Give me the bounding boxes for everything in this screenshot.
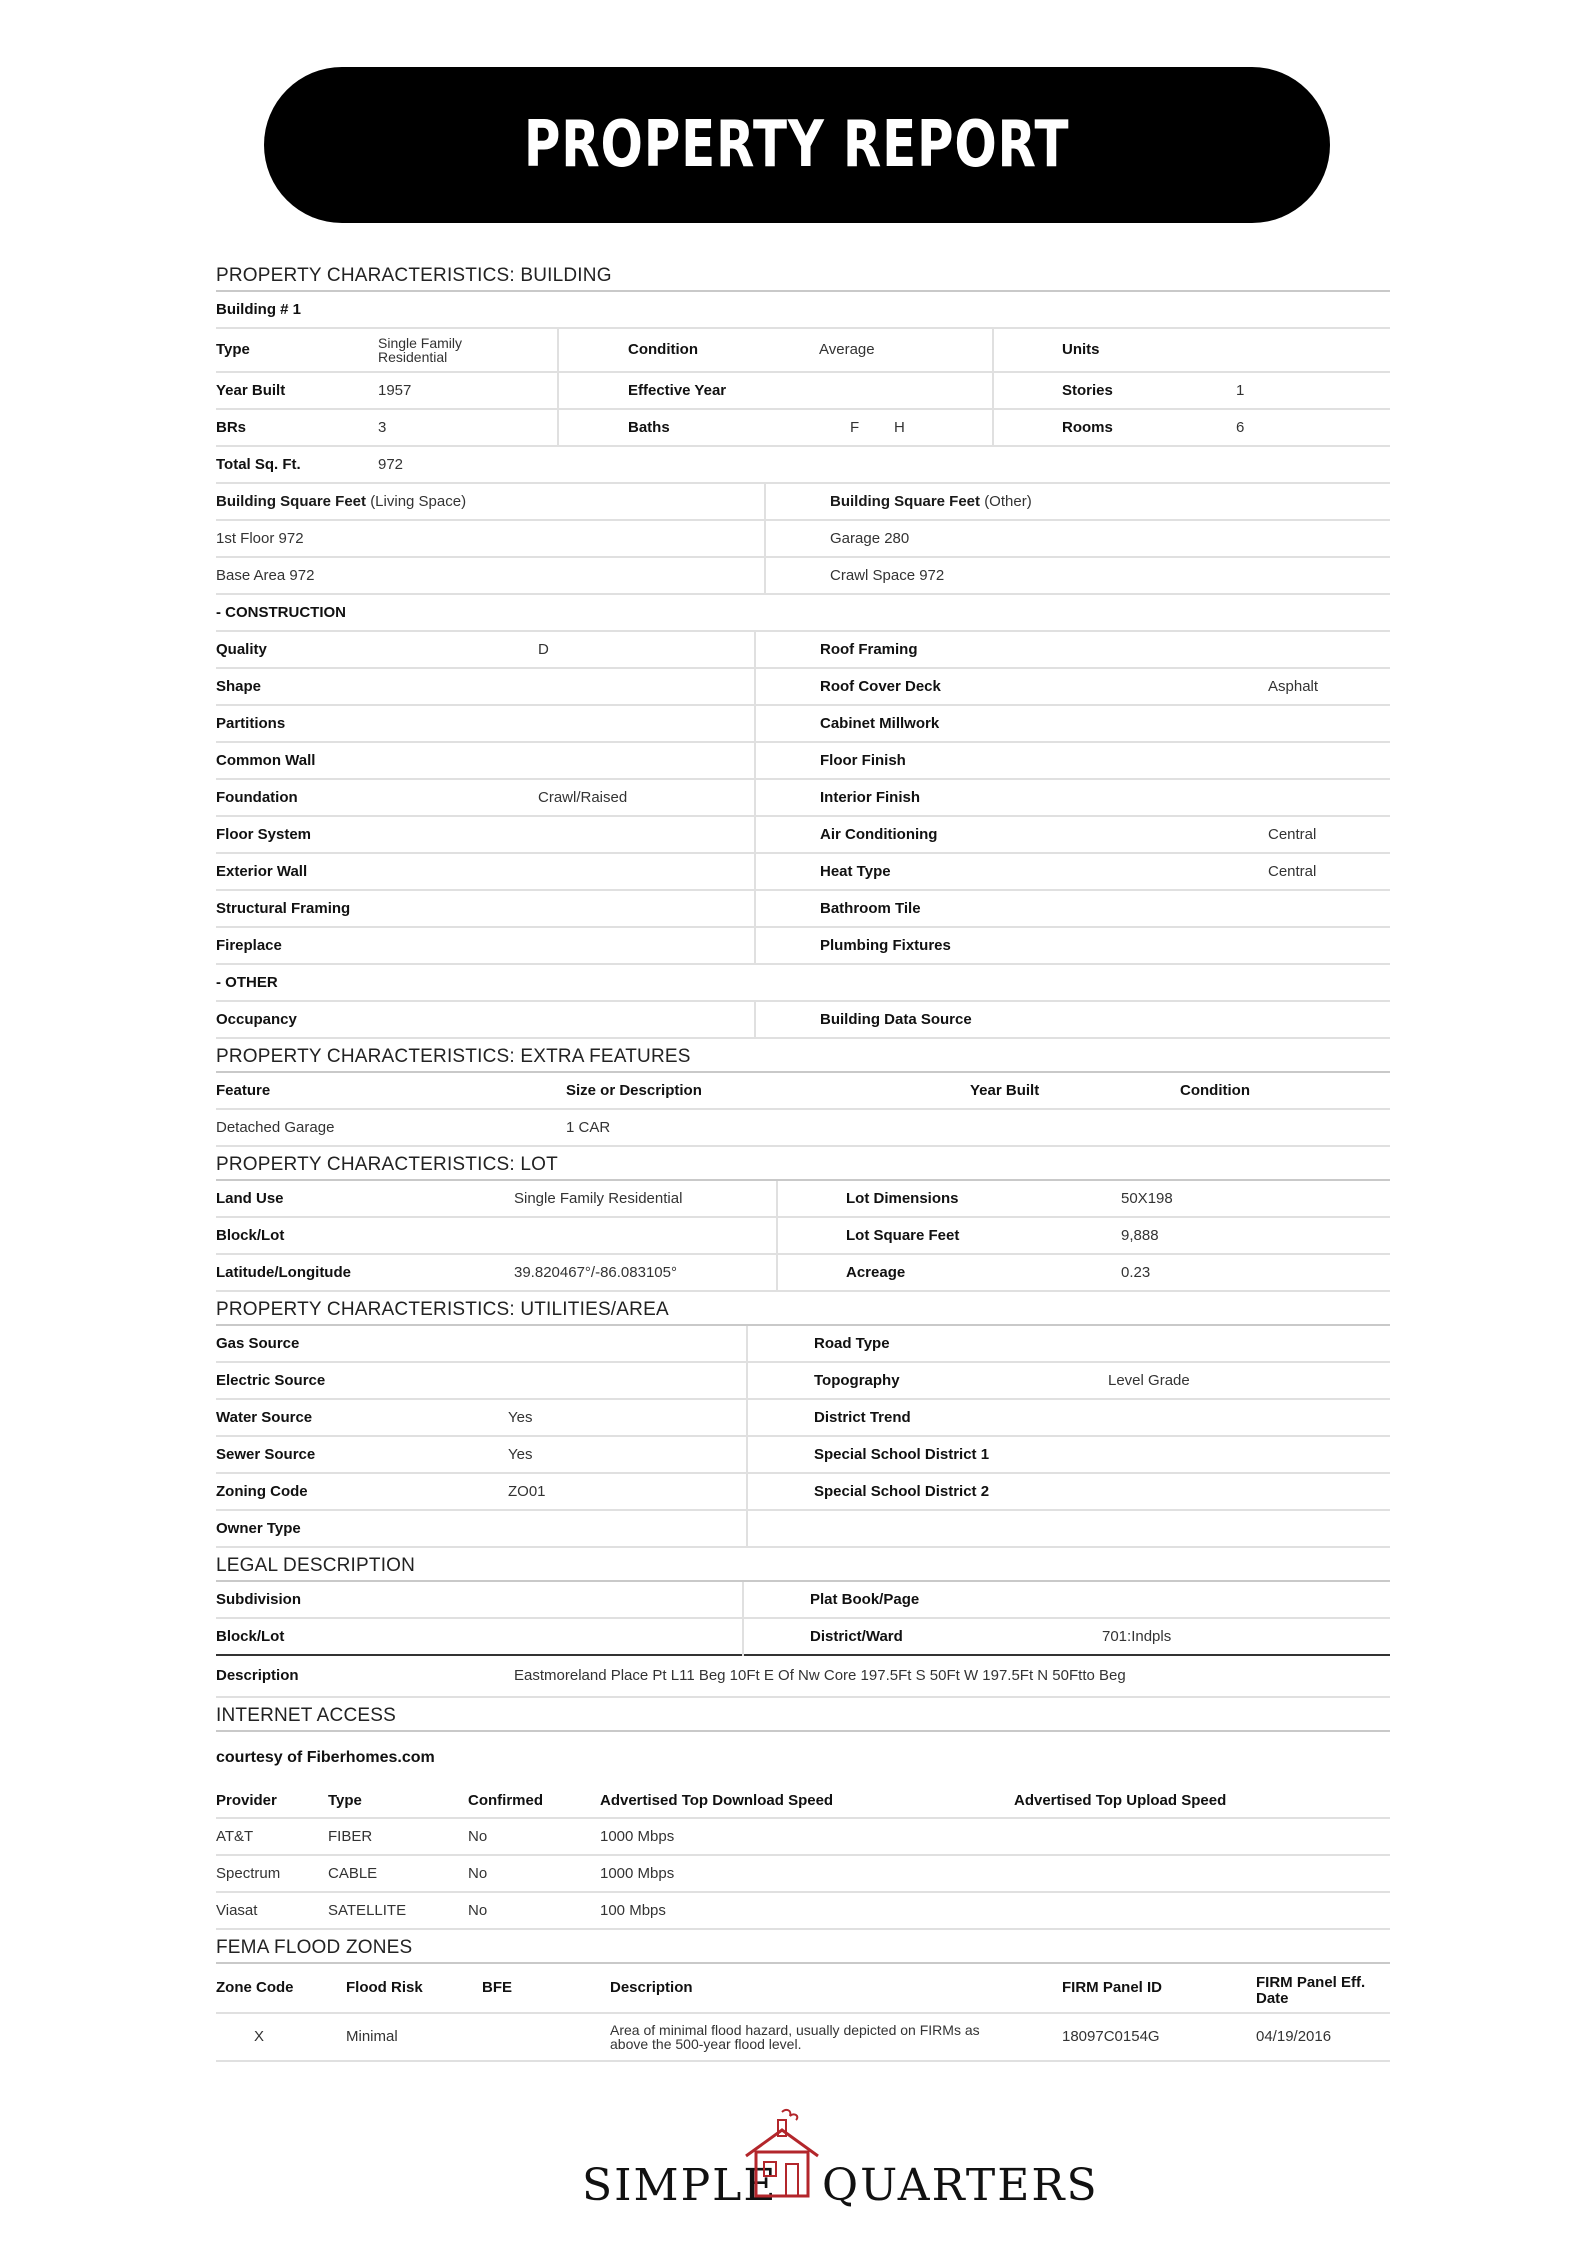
- utilities-row: [216, 1474, 1390, 1511]
- construction-left-label: Shape: [216, 677, 262, 695]
- construction-row: [216, 817, 1390, 854]
- divider: [754, 632, 756, 669]
- lot-dimensions-value: 50X198: [1121, 1189, 1173, 1207]
- living-space-label: Building Square Feet: [216, 492, 367, 510]
- plat-book-label: Plat Book/Page: [810, 1590, 920, 1608]
- construction-left-label: Foundation: [216, 788, 298, 806]
- construction-right-value: Central: [1268, 862, 1317, 880]
- divider: [557, 373, 559, 410]
- logo-text-left: SIMPLE: [582, 2160, 778, 2211]
- firm-panel-id-value: 18097C0154G: [1062, 2028, 1160, 2045]
- divider: [754, 706, 756, 743]
- utilities-right-value: Level Grade: [1108, 1371, 1190, 1389]
- utilities-left-label: Electric Source: [216, 1371, 326, 1389]
- lot-block-label: Block/Lot: [216, 1226, 285, 1244]
- col-firm-eff-line-1: FIRM Panel Eff.: [1256, 1973, 1366, 1991]
- description-value: Eastmoreland Place Pt L11 Beg 10Ft E Of Nw Core 197.5Ft S 50Ft W 197.5Ft N 50Ftto Beg: [514, 1667, 1126, 1684]
- internet-row: [216, 1856, 1390, 1893]
- acreage-value: 0.23: [1121, 1263, 1151, 1281]
- sqft-row-2: [216, 558, 1390, 595]
- utilities-left-label: Water Source: [216, 1408, 313, 1426]
- living-space-suffix: (Living Space): [370, 492, 467, 510]
- construction-heading-row: [216, 595, 1390, 632]
- building-data-source-label: Building Data Source: [820, 1010, 972, 1028]
- divider: [754, 854, 756, 891]
- utilities-row: [216, 1400, 1390, 1437]
- baths-half-value: H: [894, 418, 905, 436]
- subdivision-row: [216, 1582, 1390, 1619]
- construction-row: [216, 743, 1390, 780]
- other-space-label: Building Square Feet: [830, 492, 981, 510]
- construction-right-label: Air Conditioning: [820, 825, 938, 843]
- total-sqft-label: Total Sq. Ft.: [216, 455, 301, 473]
- divider: [746, 1437, 748, 1474]
- construction-left-label: Common Wall: [216, 751, 316, 769]
- utilities-right-label: Special School District 1: [814, 1445, 990, 1463]
- total-sqft-row: [216, 447, 1390, 484]
- district-value: 701:Indpls: [1102, 1627, 1172, 1645]
- utilities-left-label: Gas Source: [216, 1334, 300, 1352]
- provider-value: AT&T: [216, 1827, 254, 1845]
- base-area-value: Base Area 972: [216, 566, 315, 584]
- other-space-header: [830, 494, 1032, 510]
- utilities-row: [216, 1363, 1390, 1400]
- year-built-value: 1957: [378, 381, 412, 399]
- type-value: FIBER: [328, 1827, 373, 1845]
- section-extra-features-heading: PROPERTY CHARACTERISTICS: EXTRA FEATURES: [216, 1039, 1390, 1073]
- construction-heading: - CONSTRUCTION: [216, 603, 346, 621]
- flood-desc-line-1: Area of minimal flood hazard, usually depicted on FIRMs as: [610, 2022, 980, 2038]
- utilities-row: [216, 1326, 1390, 1363]
- utilities-right-label: District Trend: [814, 1408, 911, 1426]
- logo-text-right: QUARTERS: [822, 2160, 1099, 2211]
- subdivision-label: Subdivision: [216, 1590, 302, 1608]
- col-upload: Advertised Top Upload Speed: [1014, 1791, 1227, 1809]
- divider: [746, 1511, 748, 1548]
- divider: [754, 780, 756, 817]
- condition-value: Average: [819, 341, 875, 358]
- first-floor-value: 1st Floor 972: [216, 529, 304, 547]
- rooms-label: Rooms: [1062, 418, 1113, 436]
- construction-left-value: D: [538, 640, 549, 658]
- col-confirmed: Confirmed: [468, 1791, 543, 1809]
- utilities-left-value: Yes: [508, 1408, 533, 1426]
- size-value: 1 CAR: [566, 1118, 611, 1136]
- rooms-value: 6: [1236, 418, 1245, 436]
- description-row: [216, 1656, 1390, 1698]
- col-size: Size or Description: [566, 1081, 702, 1099]
- divider: [992, 410, 994, 447]
- confirmed-value: No: [468, 1827, 488, 1845]
- construction-right-value: Central: [1268, 825, 1317, 843]
- divider: [742, 1619, 744, 1656]
- internet-rows: [216, 1819, 1390, 1930]
- page-title: PROPERTY REPORT: [524, 108, 1070, 182]
- utilities-left-label: Zoning Code: [216, 1482, 308, 1500]
- construction-right-label: Heat Type: [820, 862, 891, 880]
- other-heading: - OTHER: [216, 973, 278, 991]
- type-row: [216, 329, 1390, 373]
- internet-header-row: [216, 1784, 1390, 1819]
- building-number-row: [216, 292, 1390, 329]
- brs-row: [216, 410, 1390, 447]
- description-label: Description: [216, 1667, 299, 1684]
- download-value: 1000 Mbps: [600, 1864, 675, 1882]
- fema-header-row: [216, 1964, 1390, 2014]
- download-value: 100 Mbps: [600, 1901, 666, 1919]
- brs-label: BRs: [216, 418, 247, 436]
- zone-value: X: [254, 2028, 265, 2045]
- divider: [764, 521, 766, 558]
- divider: [754, 743, 756, 780]
- construction-right-label: Floor Finish: [820, 751, 906, 769]
- utilities-right-label: Topography: [814, 1371, 900, 1389]
- extra-row: [216, 1110, 1390, 1147]
- divider: [557, 329, 559, 373]
- living-space-header: [216, 494, 466, 510]
- fema-row: [216, 2014, 1390, 2062]
- divider: [764, 558, 766, 595]
- construction-right-value: Asphalt: [1268, 677, 1319, 695]
- internet-row: [216, 1893, 1390, 1930]
- other-space-suffix: (Other): [984, 492, 1032, 510]
- brs-value: 3: [378, 418, 387, 436]
- divider: [754, 891, 756, 928]
- firm-panel-date-value: 04/19/2016: [1256, 2028, 1332, 2045]
- land-use-value: Single Family Residential: [514, 1189, 683, 1207]
- provider-value: Spectrum: [216, 1864, 281, 1882]
- latlon-row: [216, 1255, 1390, 1292]
- divider: [754, 817, 756, 854]
- col-type: Type: [328, 1791, 362, 1809]
- utilities-left-label: Owner Type: [216, 1519, 301, 1537]
- courtesy-text: courtesy of Fiberhomes.com: [216, 1749, 435, 1766]
- utilities-row: [216, 1437, 1390, 1474]
- latlon-label: Latitude/Longitude: [216, 1263, 351, 1281]
- construction-row: [216, 706, 1390, 743]
- section-lot-heading: PROPERTY CHARACTERISTICS: LOT: [216, 1147, 1390, 1181]
- utilities-rows: [216, 1326, 1390, 1548]
- divider: [992, 373, 994, 410]
- baths-full-value: F: [850, 418, 860, 436]
- col-bfe: BFE: [482, 1979, 512, 1996]
- construction-rows: [216, 632, 1390, 965]
- lot-sqft-value: 9,888: [1121, 1226, 1159, 1244]
- lot-block-row: [216, 1218, 1390, 1255]
- col-firm-panel-date: [1256, 1975, 1365, 2007]
- construction-left-label: Structural Framing: [216, 899, 351, 917]
- year-built-row: [216, 373, 1390, 410]
- courtesy-row: [216, 1732, 1390, 1784]
- section-fema-heading: FEMA FLOOD ZONES: [216, 1930, 1390, 1964]
- col-firm-eff-line-2: Date: [1256, 1989, 1289, 2007]
- section-utilities-heading: PROPERTY CHARACTERISTICS: UTILITIES/AREA: [216, 1292, 1390, 1326]
- divider: [746, 1363, 748, 1400]
- col-description: Description: [610, 1979, 693, 1996]
- divider: [776, 1218, 778, 1255]
- construction-right-label: Cabinet Millwork: [820, 714, 940, 732]
- col-flood-risk: Flood Risk: [346, 1979, 423, 1996]
- effective-year-label: Effective Year: [628, 381, 727, 399]
- stories-label: Stories: [1062, 381, 1113, 399]
- divider: [754, 669, 756, 706]
- construction-right-label: Interior Finish: [820, 788, 921, 806]
- divider: [776, 1181, 778, 1218]
- title-banner: [264, 67, 1330, 223]
- construction-left-label: Partitions: [216, 714, 286, 732]
- report-body: [216, 258, 1390, 2062]
- internet-row: [216, 1819, 1390, 1856]
- type-value-line-2: Residential: [378, 349, 448, 365]
- acreage-label: Acreage: [846, 1263, 906, 1281]
- sqft-header-row: [216, 484, 1390, 521]
- utilities-left-value: Yes: [508, 1445, 533, 1463]
- divider: [746, 1326, 748, 1363]
- col-download: Advertised Top Download Speed: [600, 1791, 834, 1809]
- construction-row: [216, 891, 1390, 928]
- construction-row: [216, 854, 1390, 891]
- divider: [776, 1255, 778, 1292]
- stories-value: 1: [1236, 381, 1245, 399]
- flood-risk-value: Minimal: [346, 2028, 398, 2045]
- provider-value: Viasat: [216, 1901, 258, 1919]
- utilities-left-label: Sewer Source: [216, 1445, 316, 1463]
- construction-left-label: Fireplace: [216, 936, 282, 954]
- flood-desc-line-2: above the 500-year flood level.: [610, 2036, 802, 2052]
- section-legal-heading: LEGAL DESCRIPTION: [216, 1548, 1390, 1582]
- construction-right-label: Bathroom Tile: [820, 899, 921, 917]
- construction-row: [216, 928, 1390, 965]
- construction-row: [216, 632, 1390, 669]
- col-feature: Feature: [216, 1081, 271, 1099]
- type-value: [378, 336, 462, 364]
- divider: [992, 329, 994, 373]
- divider: [746, 1400, 748, 1437]
- other-heading-row: [216, 965, 1390, 1002]
- confirmed-value: No: [468, 1864, 488, 1882]
- sqft-row-1: [216, 521, 1390, 558]
- house-icon: [742, 2106, 822, 2202]
- download-value: 1000 Mbps: [600, 1827, 675, 1845]
- col-year-built: Year Built: [970, 1081, 1040, 1099]
- land-use-label: Land Use: [216, 1189, 284, 1207]
- divider: [746, 1474, 748, 1511]
- type-label: Type: [216, 341, 250, 358]
- type-value: CABLE: [328, 1864, 378, 1882]
- divider: [754, 928, 756, 965]
- construction-row: [216, 669, 1390, 706]
- col-firm-panel-id: FIRM Panel ID: [1062, 1979, 1163, 1996]
- section-building-heading: PROPERTY CHARACTERISTICS: BUILDING: [216, 258, 1390, 292]
- construction-left-label: Exterior Wall: [216, 862, 308, 880]
- occupancy-row: [216, 1002, 1390, 1039]
- construction-right-label: Roof Cover Deck: [820, 677, 941, 695]
- construction-left-value: Crawl/Raised: [538, 788, 628, 806]
- utilities-row: [216, 1511, 1390, 1548]
- utilities-left-value: ZO01: [508, 1482, 546, 1500]
- construction-row: [216, 780, 1390, 817]
- divider: [557, 410, 559, 447]
- feature-value: Detached Garage: [216, 1118, 335, 1136]
- district-label: District/Ward: [810, 1627, 903, 1645]
- crawl-space-value: Crawl Space 972: [830, 566, 945, 584]
- divider: [742, 1582, 744, 1619]
- district-row: [216, 1619, 1390, 1656]
- lot-dimensions-label: Lot Dimensions: [846, 1189, 959, 1207]
- col-provider: Provider: [216, 1791, 277, 1809]
- occupancy-label: Occupancy: [216, 1010, 297, 1028]
- construction-right-label: Plumbing Fixtures: [820, 936, 951, 954]
- garage-value: Garage 280: [830, 529, 910, 547]
- type-value-line-1: Single Family: [378, 335, 463, 351]
- construction-left-label: Floor System: [216, 825, 312, 843]
- utilities-right-label: Special School District 2: [814, 1482, 990, 1500]
- divider: [754, 1002, 756, 1039]
- year-built-label: Year Built: [216, 381, 286, 399]
- legal-block-label: Block/Lot: [216, 1627, 285, 1645]
- baths-label: Baths: [628, 418, 670, 436]
- simple-quarters-logo: [582, 2100, 1099, 2211]
- col-condition: Condition: [1180, 1081, 1250, 1099]
- extra-header-row: [216, 1073, 1390, 1110]
- total-sqft-value: 972: [378, 455, 404, 473]
- construction-left-label: Quality: [216, 640, 267, 658]
- section-internet-heading: INTERNET ACCESS: [216, 1698, 1390, 1732]
- lot-sqft-label: Lot Square Feet: [846, 1226, 960, 1244]
- utilities-right-label: Road Type: [814, 1334, 890, 1352]
- units-label: Units: [1062, 341, 1100, 358]
- col-zone-code: Zone Code: [216, 1979, 294, 1996]
- latlon-value: 39.820467°/-86.083105°: [514, 1263, 677, 1281]
- divider: [764, 484, 766, 521]
- condition-label: Condition: [628, 341, 698, 358]
- confirmed-value: No: [468, 1901, 488, 1919]
- type-value: SATELLITE: [328, 1901, 407, 1919]
- land-use-row: [216, 1181, 1390, 1218]
- flood-description-value: [610, 2023, 980, 2051]
- construction-right-label: Roof Framing: [820, 640, 918, 658]
- building-number: Building # 1: [216, 300, 302, 318]
